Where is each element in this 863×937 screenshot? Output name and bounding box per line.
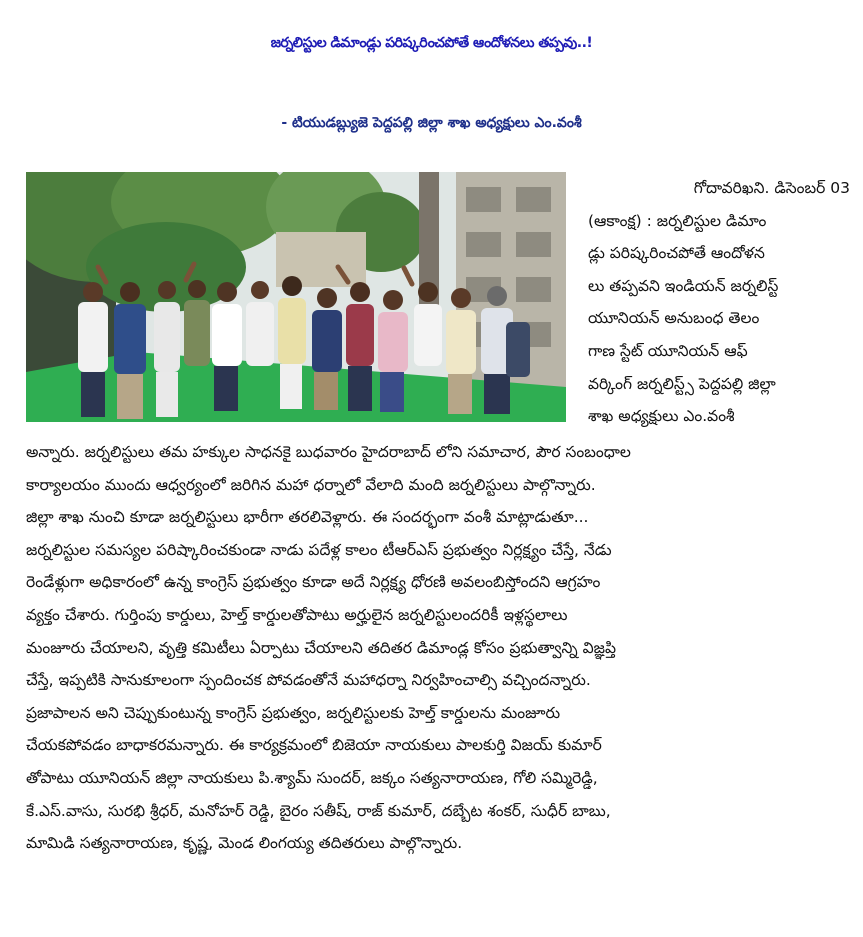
lead-line: గాణ స్టేట్ యూనియన్ ఆఫ్ bbox=[588, 341, 748, 360]
lead-line: (ఆకాంక్ష) : జర్నలిస్టుల డిమాం bbox=[588, 211, 767, 230]
body-line: వ్యక్తం చేశారు. గుర్తింపు కార్డులు, హెల్త్ కార్డులతోపాటు అర్హులైన జర్నలిస్టులందరికీ ఇళ్లస్థలాలు bbox=[26, 605, 568, 624]
body-line: కార్యాలయం ముందు ఆధ్వర్యంలో జరిగిన మహా ధర్నాలో వేలాది మంది జర్నలిస్టులు పాల్గొన్నారు. bbox=[26, 475, 596, 494]
body-line: చేస్తే, ఇప్పటికి సానుకూలంగా స్పందించక పోవడంతోనే మహాధర్నా నిర్వహించాల్సి వచ్చిందన్నారు. bbox=[26, 671, 591, 690]
lead-line: లు తప్పవని ఇండియన్ జర్నలిస్ట్ bbox=[588, 276, 779, 295]
dateline: గోదావరిఖని. డిసెంబర్ 03 bbox=[693, 179, 850, 197]
body-line: మామిడి సత్యనారాయణ, కృష్ణ, మెండ లింగయ్య తదితరులు పాల్గొన్నారు. bbox=[26, 834, 463, 853]
body-line: అన్నారు. జర్నలిస్టులు తమ హక్కుల సాధనకై బుధవారం హైదరాబాద్ లోని సమాచార, పౌర సంబంధాల bbox=[26, 443, 631, 461]
article-body bbox=[26, 436, 850, 860]
lead-line: వర్కింగ్ జర్నలిస్ట్స్ పెద్దపల్లి జిల్లా bbox=[588, 374, 776, 393]
subheadline: - టియుడబ్ల్యుజె పెద్దపల్లి జిల్లా శాఖ అధ్యక్షులు ఎం.వంశీ bbox=[281, 115, 582, 131]
lead-column bbox=[588, 172, 850, 433]
body-line: రెండేళ్లుగా అధికారంలో ఉన్న కాంగ్రెస్ ప్రభుత్వం కూడా అదే నిర్లక్ష్య ధోరణి అవలంబిస్తోందని ఆగ్రహం bbox=[26, 573, 601, 592]
lead-line: డ్లు పరిష్కరించపోతే ఆందోళన bbox=[588, 244, 765, 263]
body-line: జిల్లా శాఖ నుంచి కూడా జర్నలిస్టులు భారీగా తరలివెళ్లారు. ఈ సందర్భంగా వంశీ మాట్లాడుతూ... bbox=[26, 508, 589, 527]
lead-line: యూనియన్ అనుబంధ తెలం bbox=[588, 309, 760, 328]
body-line: జర్నలిస్టుల సమస్యల పరిష్కారించకుండా నాడు పదేళ్ల కాలం టీఆర్ఎస్ ప్రభుత్వం నిర్లక్ష్యం చేస్తే, నేడు bbox=[26, 540, 612, 559]
headline: జర్నలిస్టుల డిమాండ్లు పరిష్కరించపోతే ఆందోళనలు తప్పవు..! bbox=[270, 35, 593, 51]
lead-line: శాఖ అధ్యక్షులు ఎం.వంశీ bbox=[588, 407, 735, 426]
body-line: తోపాటు యూనియన్ జిల్లా నాయకులు పి.శ్యామ్ సుందర్, జక్కం సత్యనారాయణ, గోలి సమ్మిరెడ్డి, bbox=[26, 768, 598, 787]
body-line: మంజూరు చేయాలని, వృత్తి కమిటీలు ఏర్పాటు చేయాలని తదితర డిమాండ్ల కోసం ప్రభుత్వాన్ని విజ్ఞప్తి bbox=[26, 638, 616, 657]
protest-photo bbox=[26, 172, 566, 422]
body-line: చేయకపోవడం బాధాకరమన్నారు. ఈ కార్యక్రమంలో బిజెయా నాయకులు పాలకుర్తి విజయ్ కుమార్ bbox=[26, 736, 602, 755]
body-line: కే.ఎస్.వాసు, సురభి శ్రీధర్, మనోహర్ రెడ్డి, బైరం సతీష్, రాజ్ కుమార్, దబ్బేట శంకర్, సుధీర్ బాబు, bbox=[26, 801, 611, 820]
body-line: ప్రజాపాలన అని చెప్పుకుంటున్న కాంగ్రెస్ ప్రభుత్వం, జర్నలిస్టులకు హెల్త్ కార్డులను మంజూరు bbox=[26, 703, 561, 722]
